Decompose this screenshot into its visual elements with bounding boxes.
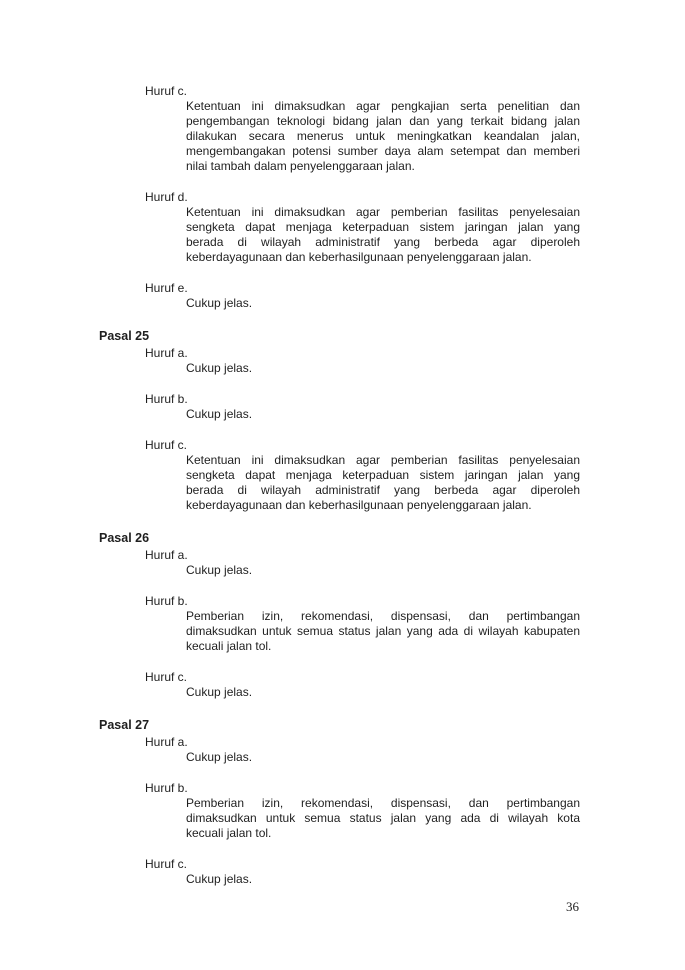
text-line: nilai tambah dalam penyelenggaraan jalan. xyxy=(186,159,415,173)
huruf-block xyxy=(0,857,685,887)
text-line: kecuali jalan tol. xyxy=(186,826,272,840)
huruf-label: Huruf b. xyxy=(145,594,188,608)
huruf-label: Huruf c. xyxy=(145,438,188,452)
text-line: Ketentuan ini dimaksudkan agar pemberian fasilitas penyelesaian xyxy=(186,205,580,219)
paragraph xyxy=(186,205,580,265)
huruf-label: Huruf b. xyxy=(145,781,188,795)
huruf-label: Huruf a. xyxy=(145,548,188,562)
text-line: Ketentuan ini dimaksudkan agar pengkajian serta penelitian dan xyxy=(186,99,580,113)
paragraph xyxy=(186,361,580,376)
huruf-block xyxy=(0,438,685,513)
document-body xyxy=(0,84,685,887)
paragraph xyxy=(186,563,580,578)
huruf-label: Huruf c. xyxy=(145,84,188,98)
paragraph xyxy=(186,296,580,311)
text-line: keberdayagunaan dan keberhasilgunaan penyelenggaraan jalan. xyxy=(186,498,532,512)
text-line: keberdayagunaan dan keberhasilgunaan penyelenggaraan jalan. xyxy=(186,250,532,264)
pasal-heading: Pasal 26 xyxy=(99,531,150,545)
paragraph xyxy=(186,99,580,174)
paragraph xyxy=(186,453,580,513)
huruf-block xyxy=(0,281,685,311)
text-line: mengembangakan potensi sumber daya alam setempat dan memberi xyxy=(186,144,580,158)
text-line: kecuali jalan tol. xyxy=(186,639,272,653)
text-line: Cukup jelas. xyxy=(186,750,253,764)
paragraph xyxy=(186,872,580,887)
paragraph xyxy=(186,796,580,841)
text-line: berada di wilayah administratif yang berbeda agar diperoleh xyxy=(186,483,580,497)
huruf-label: Huruf e. xyxy=(145,281,188,295)
huruf-label: Huruf a. xyxy=(145,346,188,360)
text-line: dimaksudkan untuk semua status jalan yang ada di wilayah kota xyxy=(186,811,580,825)
huruf-label: Huruf c. xyxy=(145,857,188,871)
huruf-label: Huruf d. xyxy=(145,190,188,204)
text-line: Cukup jelas. xyxy=(186,407,253,421)
text-line: Ketentuan ini dimaksudkan agar pemberian fasilitas penyelesaian xyxy=(186,453,580,467)
pasal-heading: Pasal 27 xyxy=(99,718,150,732)
text-line: Pemberian izin, rekomendasi, dispensasi, dan pertimbangan xyxy=(186,796,580,810)
huruf-block xyxy=(0,190,685,265)
huruf-block xyxy=(0,735,685,765)
huruf-block xyxy=(0,392,685,422)
text-line: Cukup jelas. xyxy=(186,361,253,375)
huruf-block xyxy=(0,346,685,376)
huruf-block xyxy=(0,781,685,841)
text-line: sengketa dapat menjaga keterpaduan sistem jaringan jalan yang xyxy=(186,468,580,482)
paragraph xyxy=(186,750,580,765)
text-line: sengketa dapat menjaga keterpaduan sistem jaringan jalan yang xyxy=(186,220,580,234)
huruf-block xyxy=(0,84,685,174)
huruf-label: Huruf c. xyxy=(145,670,188,684)
text-line: dimaksudkan untuk semua status jalan yang ada di wilayah kabupaten xyxy=(186,624,580,638)
huruf-block xyxy=(0,594,685,654)
paragraph xyxy=(186,407,580,422)
text-line: Cukup jelas. xyxy=(186,296,253,310)
huruf-block xyxy=(0,548,685,578)
text-line: Pemberian izin, rekomendasi, dispensasi, dan pertimbangan xyxy=(186,609,580,623)
huruf-label: Huruf a. xyxy=(145,735,188,749)
text-line: pengembangan teknologi bidang jalan dan yang terkait bidang jalan xyxy=(186,114,580,128)
text-line: dilakukan secara menerus untuk meningkatkan keandalan jalan, xyxy=(186,129,580,143)
pasal-heading: Pasal 25 xyxy=(99,329,150,343)
text-line: Cukup jelas. xyxy=(186,872,253,886)
text-line: Cukup jelas. xyxy=(186,685,253,699)
paragraph xyxy=(186,609,580,654)
page-number: 36 xyxy=(566,899,579,914)
huruf-block xyxy=(0,670,685,700)
text-line: Cukup jelas. xyxy=(186,563,253,577)
text-line: berada di wilayah administratif yang berbeda agar diperoleh xyxy=(186,235,580,249)
paragraph xyxy=(186,685,580,700)
huruf-label: Huruf b. xyxy=(145,392,188,406)
